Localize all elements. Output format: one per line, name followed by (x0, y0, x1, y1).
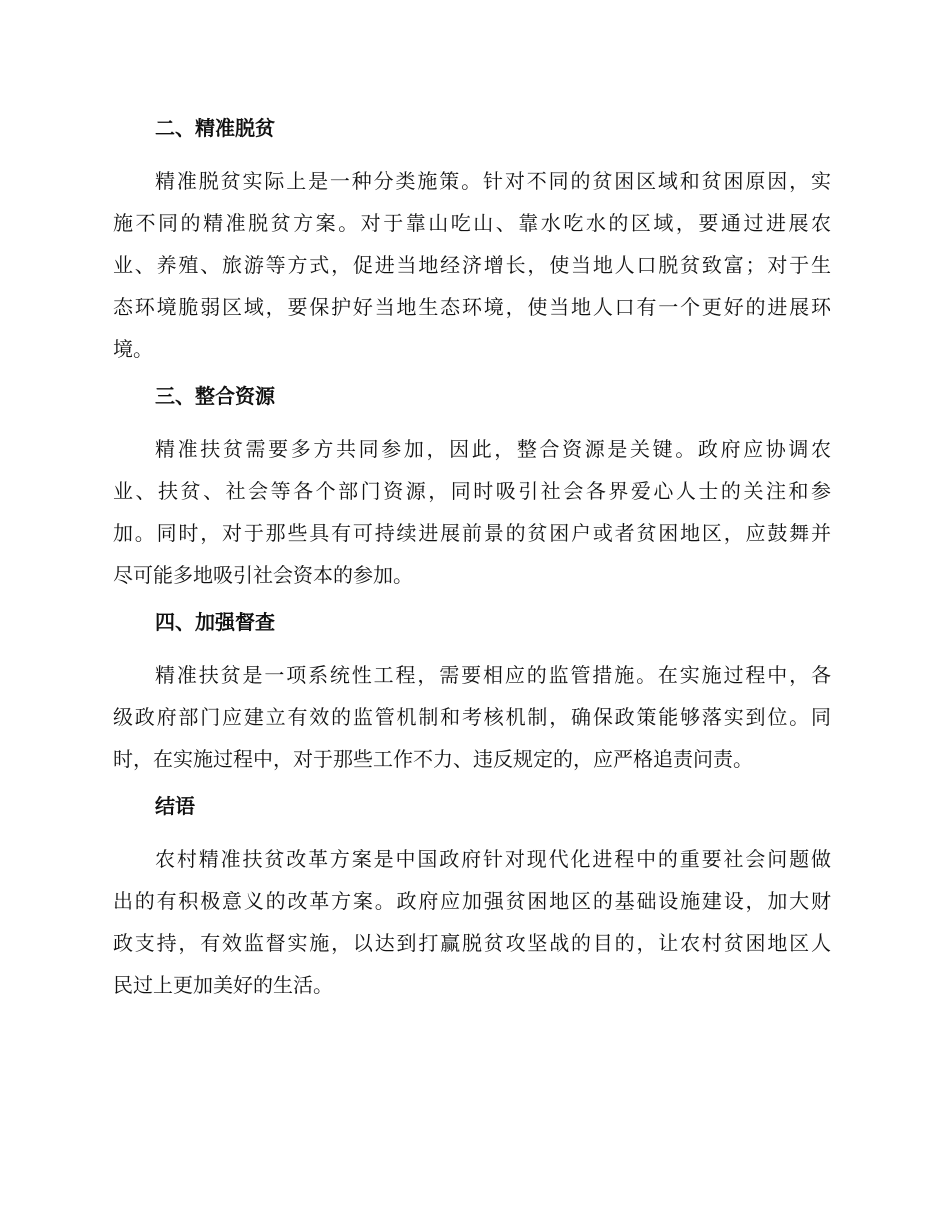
document-page (113, 108, 831, 1012)
paragraph-line: 业、养殖、旅游等方式，促进当地经济增长，使当地人口脱贫致富；对于生 (113, 253, 831, 277)
paragraph-line: 农村精准扶贫改革方案是中国政府针对现代化进程中的重要社会问题做 (155, 847, 831, 871)
paragraph-line: 态环境脆弱区域，要保护好当地生态环境，使当地人口有一个更好的进展环 (113, 295, 831, 319)
section-poverty-alleviation (113, 108, 831, 370)
paragraph-line: 尽可能多地吸引社会资本的参加。 (113, 563, 413, 587)
section-paragraph (113, 428, 831, 596)
paragraph-line: 业、扶贫、社会等各个部门资源，同时吸引社会各界爱心人士的关注和参 (113, 479, 831, 503)
paragraph-line: 民过上更加美好的生活。 (113, 973, 333, 997)
paragraph-line: 精准扶贫需要多方共同参加，因此，整合资源是关键。政府应协调农 (155, 437, 831, 461)
section-strengthen-supervision (113, 602, 831, 780)
section-heading: 四、加强督查 (155, 610, 275, 634)
paragraph-line: 级政府部门应建立有效的监管机制和考核机制，确保政策能够落实到位。同 (113, 705, 831, 729)
paragraph-line: 境。 (113, 337, 153, 361)
section-paragraph (113, 654, 831, 780)
paragraph-line: 加。同时，对于那些具有可持续进展前景的贫困户或者贫困地区，应鼓舞并 (113, 521, 831, 545)
paragraph-line: 出的有积极意义的改革方案。政府应加强贫困地区的基础设施建设，加大财 (113, 889, 831, 913)
section-conclusion (113, 786, 831, 1006)
section-paragraph (113, 160, 831, 370)
paragraph-line: 施不同的精准脱贫方案。对于靠山吃山、靠水吃水的区域，要通过进展农 (113, 211, 831, 235)
paragraph-line: 精准脱贫实际上是一种分类施策。针对不同的贫困区域和贫困原因，实 (155, 169, 831, 193)
paragraph-line: 时，在实施过程中，对于那些工作不力、违反规定的，应严格追责问责。 (113, 747, 753, 771)
section-heading: 二、精准脱贫 (155, 116, 275, 140)
paragraph-line: 精准扶贫是一项系统性工程，需要相应的监管措施。在实施过程中，各 (155, 663, 831, 687)
section-integrate-resources (113, 376, 831, 596)
section-heading: 三、整合资源 (155, 384, 275, 408)
section-paragraph (113, 838, 831, 1006)
paragraph-line: 政支持，有效监督实施，以达到打赢脱贫攻坚战的目的，让农村贫困地区人 (113, 931, 831, 955)
section-heading: 结语 (155, 794, 195, 818)
